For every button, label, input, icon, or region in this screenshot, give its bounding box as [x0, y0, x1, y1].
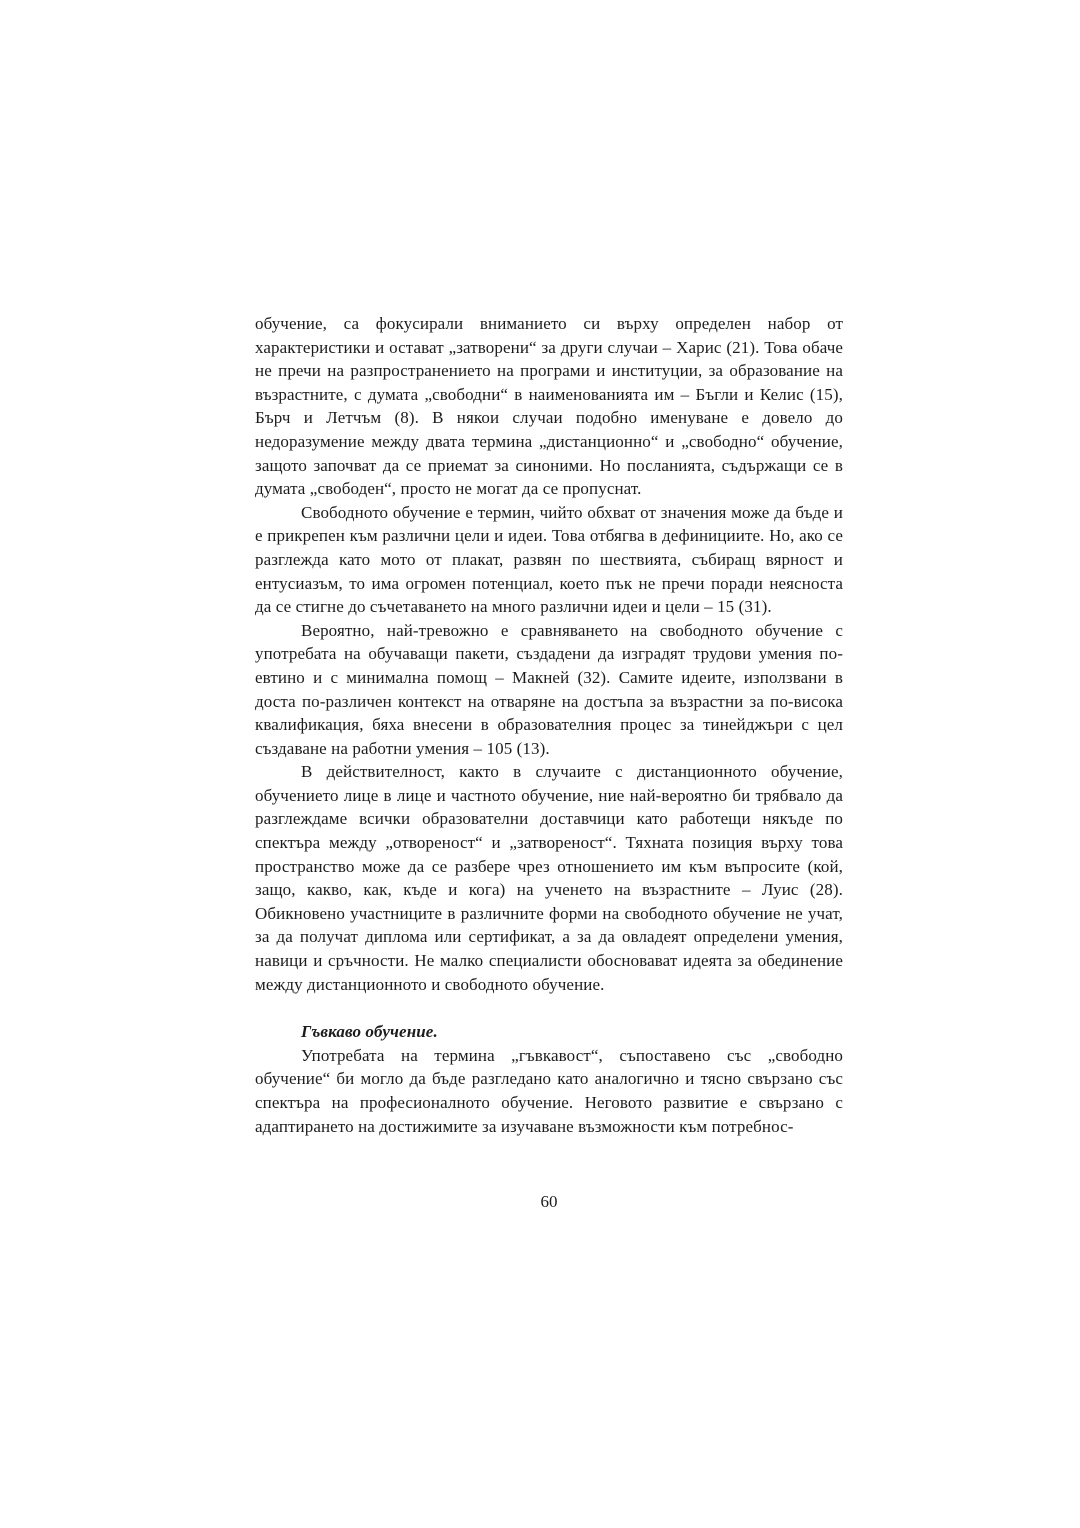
paragraph: Употребата на термина „гъвкавост“, съпоставено със „свободно обучение“ би могло да бъде разгледано като аналогично и тясно свързано със спектъра на професионалното обучение. Неговото развитие е свързано с адаптирането на достижимите за изучаване възможности към потребнос-	[255, 1045, 843, 1136]
paragraph: В действителност, както в случаите с дистанционното обучение, обучението лице в лице и частното обучение, ние най-вероятно би трябвало да разглеждаме всички образователни доставчици като работещи някъде по спектъра между „отвореност“ и „затвореност“. Тяхната позиция върху това пространство може да се разбере чрез отношението им към въпросите (кой, защо, какво, как, къде и кога) на ученето на възрастните – Луис (28). Обикновено участниците в различните форми на свободното обучение не учат, за да получат диплома или сертификат, а за да овладеят определени умения, навици и сръчности. Не малко специалисти обосновават идеята за обединение между дистанционното и свободното обучение.	[255, 762, 843, 994]
paragraph: Вероятно, най-тревожно е сравняването на свободното обучение с употребата на обучаващи пакети, създадени да изградят трудови умения по-евтино и с минимална помощ – Макней (32). Самите идеите, използвани в доста по-различен контекст на отваряне на достъпа за възрастни за по-висока квалификация, бяха внесени в образователния процес за тинейджъри с цел създаване на работни умения – 105 (13).	[255, 620, 843, 758]
paragraph: обучение, са фокусирали вниманието си върху определен набор от характеристики и остават „затворени“ за други случаи – Харис (21). Това обаче не пречи на разпространението на програми и институции, за образование на възрастните, с думата „свободни“ в наименованията им – Бъгли и Келис (15), Бърч и Летчъм (8). В някои случаи подобно именуване е довело до недоразумение между двата термина „дистанционно“ и „свободно“ обучение, защото започват да се приемат за синоними. Но посланията, съдържащи се в думата „свободен“, просто не могат да се пропуснат.	[255, 314, 843, 499]
text-column	[255, 312, 843, 1138]
page-number: 60	[540, 1192, 558, 1211]
section-heading: Гъвкаво обучение.	[301, 1022, 438, 1042]
paragraph: Свободното обучение е термин, чийто обхват от значения може да бъде и е прикрепен към различни цели и идеи. Това отбягва в дефинициите. Но, ако се разглежда като мото от плакат, развян по шествията, събиращ вярност и ентусиазъм, то има огромен потенциал, което пък не пречи поради неясноста да се стигне до съчетаването на много различни идеи и цели – 15 (31).	[255, 502, 843, 617]
